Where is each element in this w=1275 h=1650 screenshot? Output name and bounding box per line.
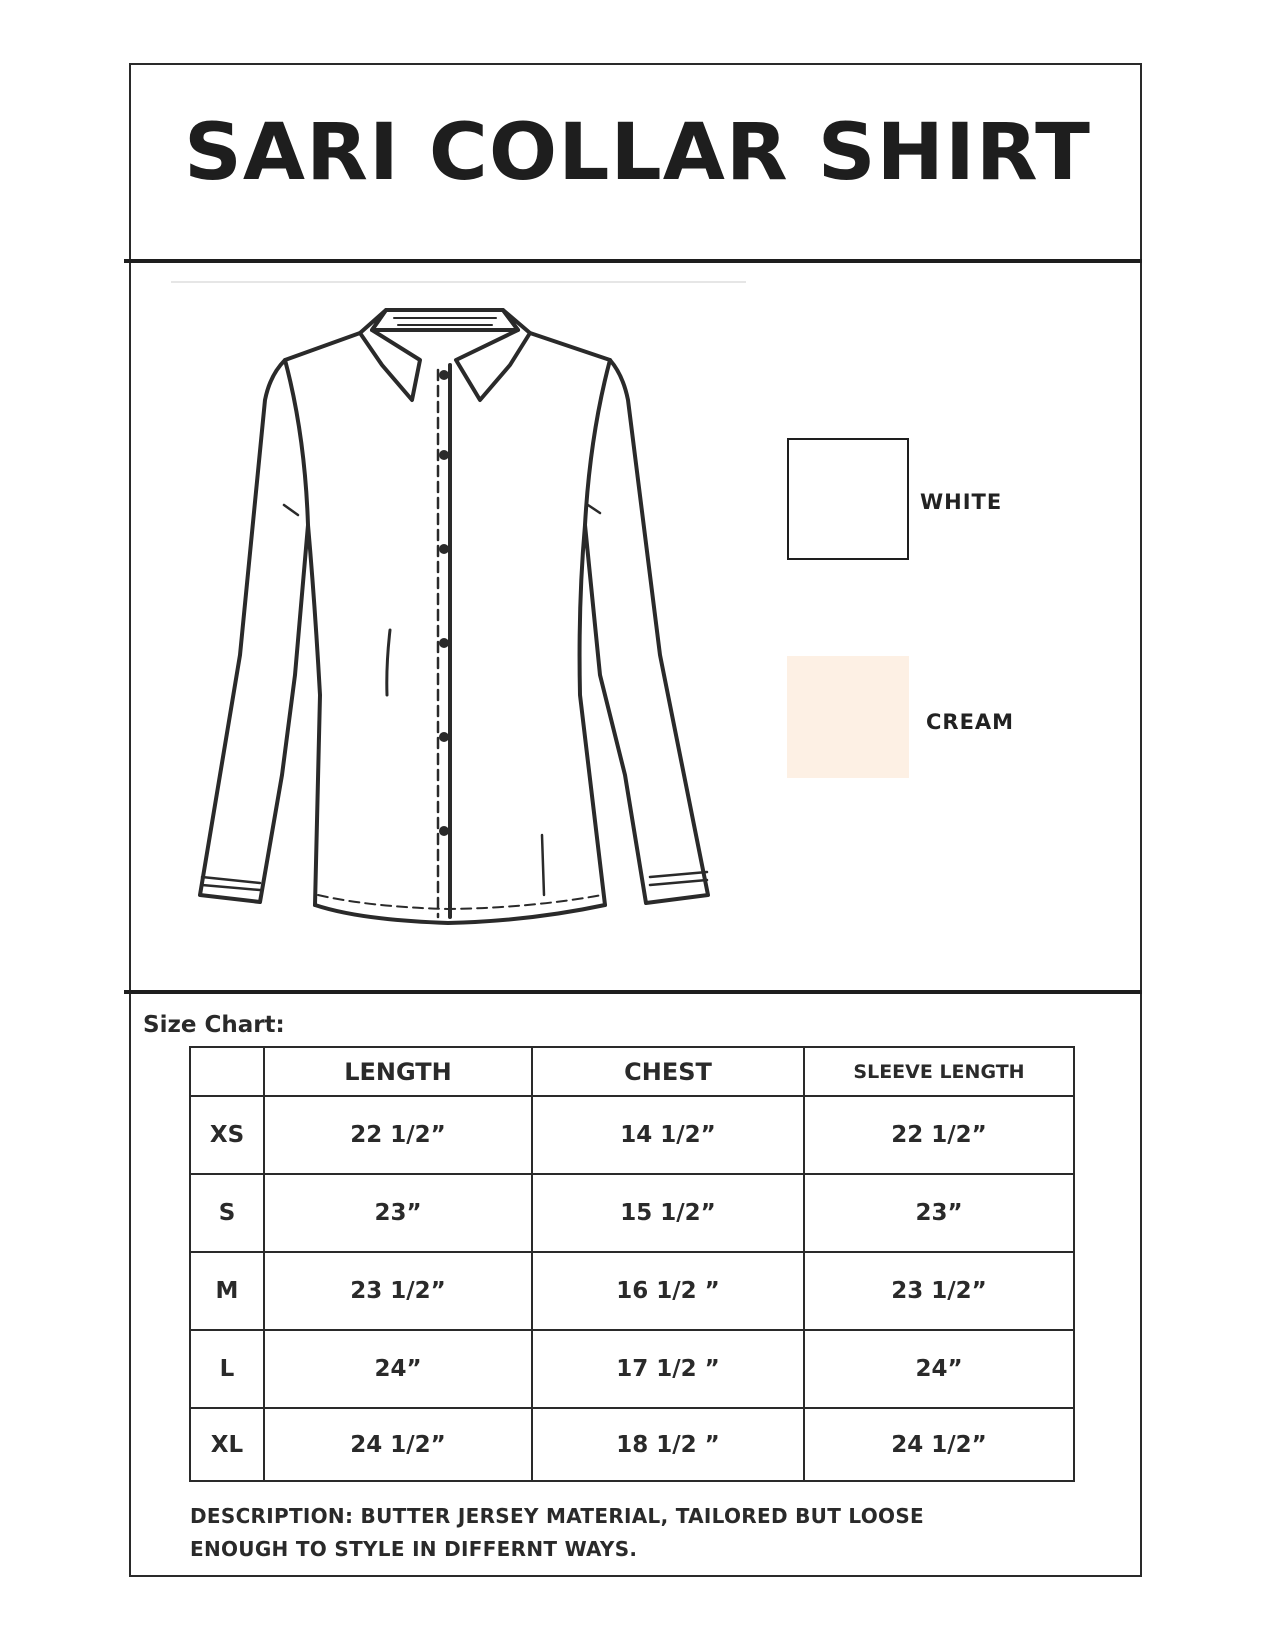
table-row [190,1252,1074,1330]
table-header-row [190,1047,1074,1096]
sleeve-cell: 24” [804,1330,1074,1408]
table-row [190,1174,1074,1252]
table-row [190,1330,1074,1408]
header-length: LENGTH [264,1047,532,1096]
chest-cell: 17 1/2 ” [532,1330,804,1408]
length-cell: 23 1/2” [264,1252,532,1330]
size-cell: XS [190,1096,264,1174]
description-line-2: ENOUGH TO STYLE IN DIFFERNT WAYS. [190,1537,638,1561]
color-label-white: WHITE [920,490,1003,514]
shirt-illustration [180,305,740,975]
sleeve-cell: 24 1/2” [804,1408,1074,1481]
sleeve-cell: 22 1/2” [804,1096,1074,1174]
table-row [190,1408,1074,1481]
page-title: SARI COLLAR SHIRT [184,108,1091,198]
sleeve-cell: 23 1/2” [804,1252,1074,1330]
sleeve-cell: 23” [804,1174,1074,1252]
header-size [190,1047,264,1096]
product-description [190,1500,1090,1566]
color-swatch-white [787,438,909,560]
size-cell: XL [190,1408,264,1481]
length-cell: 24 1/2” [264,1408,532,1481]
chest-cell: 14 1/2” [532,1096,804,1174]
color-swatch-cream [787,656,909,778]
length-cell: 23” [264,1174,532,1252]
header-chest: CHEST [532,1047,804,1096]
header-sleeve-length: SLEEVE LENGTH [804,1047,1074,1096]
description-line-1: DESCRIPTION: BUTTER JERSEY MATERIAL, TAILORED BUT LOOSE [190,1504,925,1528]
size-chart-table [189,1046,1075,1482]
table-row [190,1096,1074,1174]
size-cell: L [190,1330,264,1408]
color-label-cream: CREAM [926,710,1015,734]
divider-top [124,259,1142,263]
size-cell: S [190,1174,264,1252]
size-cell: M [190,1252,264,1330]
divider-bottom [124,990,1142,994]
chest-cell: 16 1/2 ” [532,1252,804,1330]
size-chart-label: Size Chart: [143,1012,285,1038]
length-cell: 24” [264,1330,532,1408]
chest-cell: 18 1/2 ” [532,1408,804,1481]
chest-cell: 15 1/2” [532,1174,804,1252]
faint-line [171,281,746,283]
length-cell: 22 1/2” [264,1096,532,1174]
